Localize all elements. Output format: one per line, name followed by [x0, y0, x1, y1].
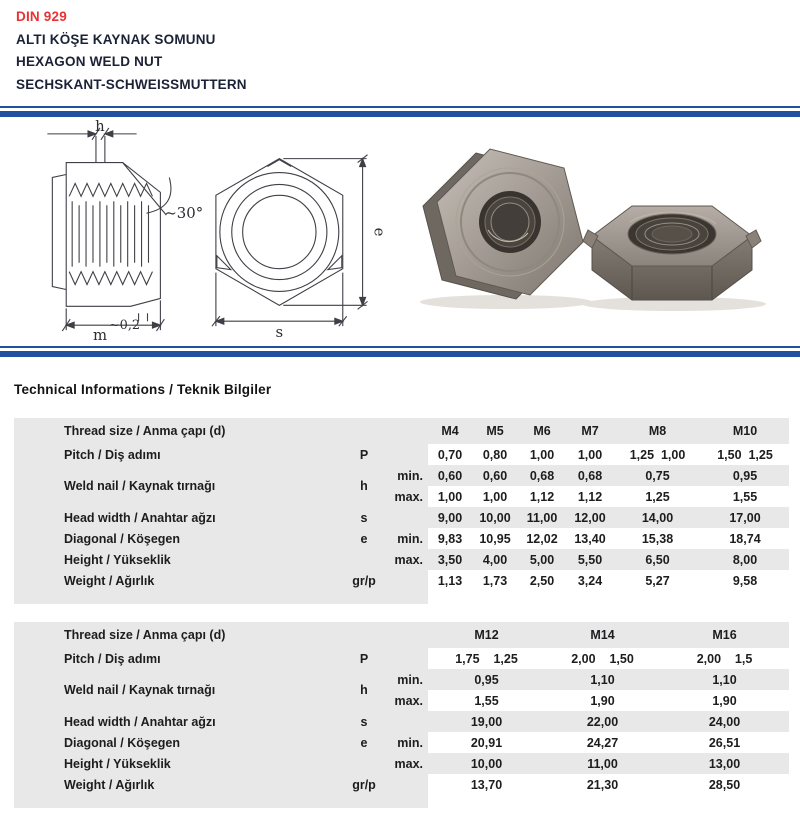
symbol-cell: s: [344, 507, 384, 528]
title-turkish: ALTI KÖŞE KAYNAK SOMUNU: [16, 31, 216, 47]
table-row: [14, 648, 789, 669]
value-cell: 0,80: [482, 447, 508, 462]
column-header: M7: [566, 418, 614, 444]
value-cell: 1,13: [437, 573, 463, 588]
table-row: [14, 528, 789, 549]
symbol-cell: [344, 753, 384, 774]
thread-ring: [652, 226, 692, 242]
row-label: Weight / Ağırlık: [14, 774, 344, 795]
product-photo: [402, 132, 772, 317]
value-cell: 28,50: [708, 777, 741, 792]
value-cell: 0,60: [472, 465, 518, 486]
value-cell: 0,75: [614, 465, 701, 486]
value-cell: 8,00: [701, 549, 789, 570]
thread-teeth-top: [69, 183, 152, 196]
value-cell: 9,83: [437, 531, 463, 546]
column-header: M14: [545, 622, 660, 648]
column-header: M12: [428, 622, 545, 648]
value-cell: 1,25: [645, 489, 670, 504]
divider-bottom: [0, 346, 800, 357]
symbol-cell: s: [344, 711, 384, 732]
value-cell: 1,55: [732, 489, 758, 504]
value-cell: 14,00: [614, 507, 701, 528]
dim-label-s: s: [275, 323, 284, 342]
value-cell: 2,00 1,5: [696, 651, 753, 666]
thread-teeth-bottom: [69, 272, 152, 285]
dim-label-h: h: [95, 118, 105, 135]
value-cell: 1,25 1,00: [629, 447, 686, 462]
table-header-row: [14, 418, 789, 444]
row-label: Pitch / Diş adımı: [14, 648, 344, 669]
value-cell: 1,10: [545, 669, 660, 690]
row-label: Weld nail / Kaynak tırnağı: [14, 669, 344, 711]
range-cell: min.: [384, 465, 428, 486]
row-label: Weight / Ağırlık: [14, 570, 344, 591]
row-label: Height / Yükseklik: [14, 753, 344, 774]
table-header-row: [14, 622, 789, 648]
table-row: [14, 753, 789, 774]
dim-label-angle: ~30°: [164, 204, 204, 223]
dimension-s-extensions: [216, 273, 343, 327]
value-cell: 24,00: [660, 711, 789, 732]
value-cell: 10,95: [479, 531, 511, 546]
pad-cell: [344, 591, 384, 604]
value-cell: 3,24: [577, 573, 603, 588]
pad-cell: [14, 795, 344, 808]
value-cell: 1,55: [474, 693, 499, 708]
pad-cell: [660, 795, 789, 808]
value-cell: 3,50: [428, 549, 472, 570]
pad-cell: [614, 591, 701, 604]
value-cell: 26,51: [708, 735, 741, 750]
symbol-cell: h: [344, 465, 384, 507]
symbol-cell: gr/p: [344, 774, 384, 795]
column-header: M4: [428, 418, 472, 444]
range-cell: min.: [384, 528, 428, 549]
range-cell: max.: [384, 753, 428, 774]
pad-cell: [428, 591, 472, 604]
pad-cell: [566, 591, 614, 604]
symbol-cell: [344, 549, 384, 570]
value-cell: 1,50 1,25: [717, 447, 773, 462]
value-cell: 5,50: [566, 549, 614, 570]
chamfer-circle: [220, 173, 339, 292]
section-title: Technical Informations / Teknik Bilgiler: [14, 382, 272, 397]
column-header: M10: [701, 418, 789, 444]
row-label: Diagonal / Köşegen: [14, 528, 344, 549]
divider-thick-line: [0, 111, 800, 117]
range-cell: [384, 418, 428, 444]
value-cell: 12,02: [526, 531, 558, 546]
symbol-cell: [344, 418, 384, 444]
pad-cell: [14, 591, 344, 604]
table-host-m4-m10: [14, 418, 789, 604]
range-cell: max.: [384, 549, 428, 570]
value-cell: 18,74: [729, 531, 761, 546]
standard-number: DIN 929: [16, 9, 67, 24]
table-row: [14, 444, 789, 465]
value-cell: 11,00: [518, 507, 566, 528]
column-header: M16: [660, 622, 789, 648]
pad-cell: [384, 591, 428, 604]
shadow: [420, 295, 592, 309]
table-row: [14, 669, 789, 690]
weld-tab: [96, 136, 105, 163]
pad-cell: [428, 795, 545, 808]
table-row: [14, 465, 789, 486]
side-view: [47, 128, 171, 334]
weld-nut-front-facing: [423, 149, 583, 299]
value-cell: 10,00: [428, 753, 545, 774]
value-cell: 13,00: [660, 753, 789, 774]
title-english: HEXAGON WELD NUT: [16, 54, 163, 69]
value-cell: 2,50: [529, 573, 555, 588]
pad-cell: [472, 591, 518, 604]
thread-major-circle: [232, 184, 327, 279]
weld-flange: [52, 175, 66, 290]
value-cell: 22,00: [545, 711, 660, 732]
symbol-cell: [344, 622, 384, 648]
value-cell: 19,00: [428, 711, 545, 732]
table-footer-pad: [14, 795, 789, 808]
range-cell: [384, 622, 428, 648]
value-cell: 2,00 1,50: [571, 651, 634, 666]
symbol-cell: h: [344, 669, 384, 711]
value-cell: 1,73: [482, 573, 508, 588]
dimension-e-extensions: [283, 159, 366, 306]
pad-cell: [701, 591, 789, 604]
table-title-cell: Thread size / Anma çapı (d): [14, 622, 344, 648]
range-cell: min.: [384, 732, 428, 753]
symbol-cell: gr/p: [344, 570, 384, 591]
value-cell: 0,60: [428, 465, 472, 486]
pad-cell: [518, 591, 566, 604]
range-cell: [384, 774, 428, 795]
value-cell: 15,38: [641, 531, 674, 546]
value-cell: 5,27: [645, 573, 670, 588]
pad-cell: [344, 795, 384, 808]
symbol-cell: e: [344, 528, 384, 549]
range-cell: [384, 507, 428, 528]
value-cell: 1,12: [529, 489, 555, 504]
row-label: Head width / Anahtar ağzı: [14, 711, 344, 732]
value-cell: 5,00: [518, 549, 566, 570]
range-cell: [384, 570, 428, 591]
pad-cell: [384, 795, 428, 808]
value-cell: 0,95: [428, 669, 545, 690]
value-cell: 1,00: [437, 489, 463, 504]
table-title-cell: Thread size / Anma çapı (d): [14, 418, 344, 444]
value-cell: 12,00: [566, 507, 614, 528]
symbol-cell: e: [344, 732, 384, 753]
pad-cell: [545, 795, 660, 808]
hexagon-outline: [216, 159, 343, 306]
row-label: Diagonal / Köşegen: [14, 732, 344, 753]
thread-minor-circle: [243, 195, 316, 268]
value-cell: 6,50: [614, 549, 701, 570]
value-cell: 1,00: [577, 447, 603, 462]
value-cell: 21,30: [586, 777, 619, 792]
range-cell: min.: [384, 669, 428, 690]
thread-ring: [491, 203, 529, 241]
value-cell: 24,27: [586, 735, 619, 750]
value-cell: 1,00: [482, 489, 508, 504]
value-cell: 0,95: [701, 465, 789, 486]
value-cell: 9,00: [428, 507, 472, 528]
range-cell: [384, 444, 428, 465]
value-cell: 1,90: [712, 693, 737, 708]
column-header: M5: [472, 418, 518, 444]
range-cell: [384, 711, 428, 732]
symbol-cell: P: [344, 648, 384, 669]
thread-hatching: [72, 201, 148, 266]
value-cell: 0,68: [566, 465, 614, 486]
dim-label-tolerance: ~0,2: [108, 318, 141, 334]
column-header: M6: [518, 418, 566, 444]
divider-top: [0, 106, 800, 117]
row-label: Pitch / Diş adımı: [14, 444, 344, 465]
technical-drawing: [18, 118, 390, 344]
table-row: [14, 711, 789, 732]
table-host-m12-m16: [14, 622, 789, 808]
range-cell: max.: [384, 690, 428, 711]
face-view: [212, 155, 368, 326]
dim-label-m: m: [92, 326, 108, 344]
symbol-cell: P: [344, 444, 384, 465]
row-label: Weld nail / Kaynak tırnağı: [14, 465, 344, 507]
value-cell: 1,75 1,25: [455, 651, 518, 666]
weld-nut-lying-flat: [583, 206, 761, 300]
value-cell: 11,00: [545, 753, 660, 774]
value-cell: 10,00: [472, 507, 518, 528]
value-cell: 0,68: [518, 465, 566, 486]
value-cell: 13,40: [574, 531, 606, 546]
table-footer-pad: [14, 591, 789, 604]
table-row: [14, 732, 789, 753]
column-header: M8: [614, 418, 701, 444]
row-label: Height / Yükseklik: [14, 549, 344, 570]
row-label: Head width / Anahtar ağzı: [14, 507, 344, 528]
value-cell: 1,10: [660, 669, 789, 690]
dim-label-e: e: [370, 227, 389, 237]
size-table-m4-m10: [14, 418, 789, 604]
value-cell: 9,58: [732, 573, 758, 588]
table-row: [14, 549, 789, 570]
size-table-m12-m16: [14, 622, 789, 808]
header-block: [16, 6, 247, 96]
value-cell: 20,91: [470, 735, 503, 750]
table-row: [14, 570, 789, 591]
value-cell: 1,00: [529, 447, 555, 462]
value-cell: 17,00: [701, 507, 789, 528]
title-german: SECHSKANT-SCHWEISSMUTTERN: [16, 76, 247, 92]
value-cell: 1,90: [590, 693, 615, 708]
table-row: [14, 774, 789, 795]
range-cell: [384, 648, 428, 669]
value-cell: 1,12: [577, 489, 603, 504]
table-row: [14, 507, 789, 528]
value-cell: 4,00: [472, 549, 518, 570]
range-cell: max.: [384, 486, 428, 507]
divider-thick-line: [0, 351, 800, 357]
value-cell: 0,70: [437, 447, 463, 462]
value-cell: 13,70: [470, 777, 503, 792]
